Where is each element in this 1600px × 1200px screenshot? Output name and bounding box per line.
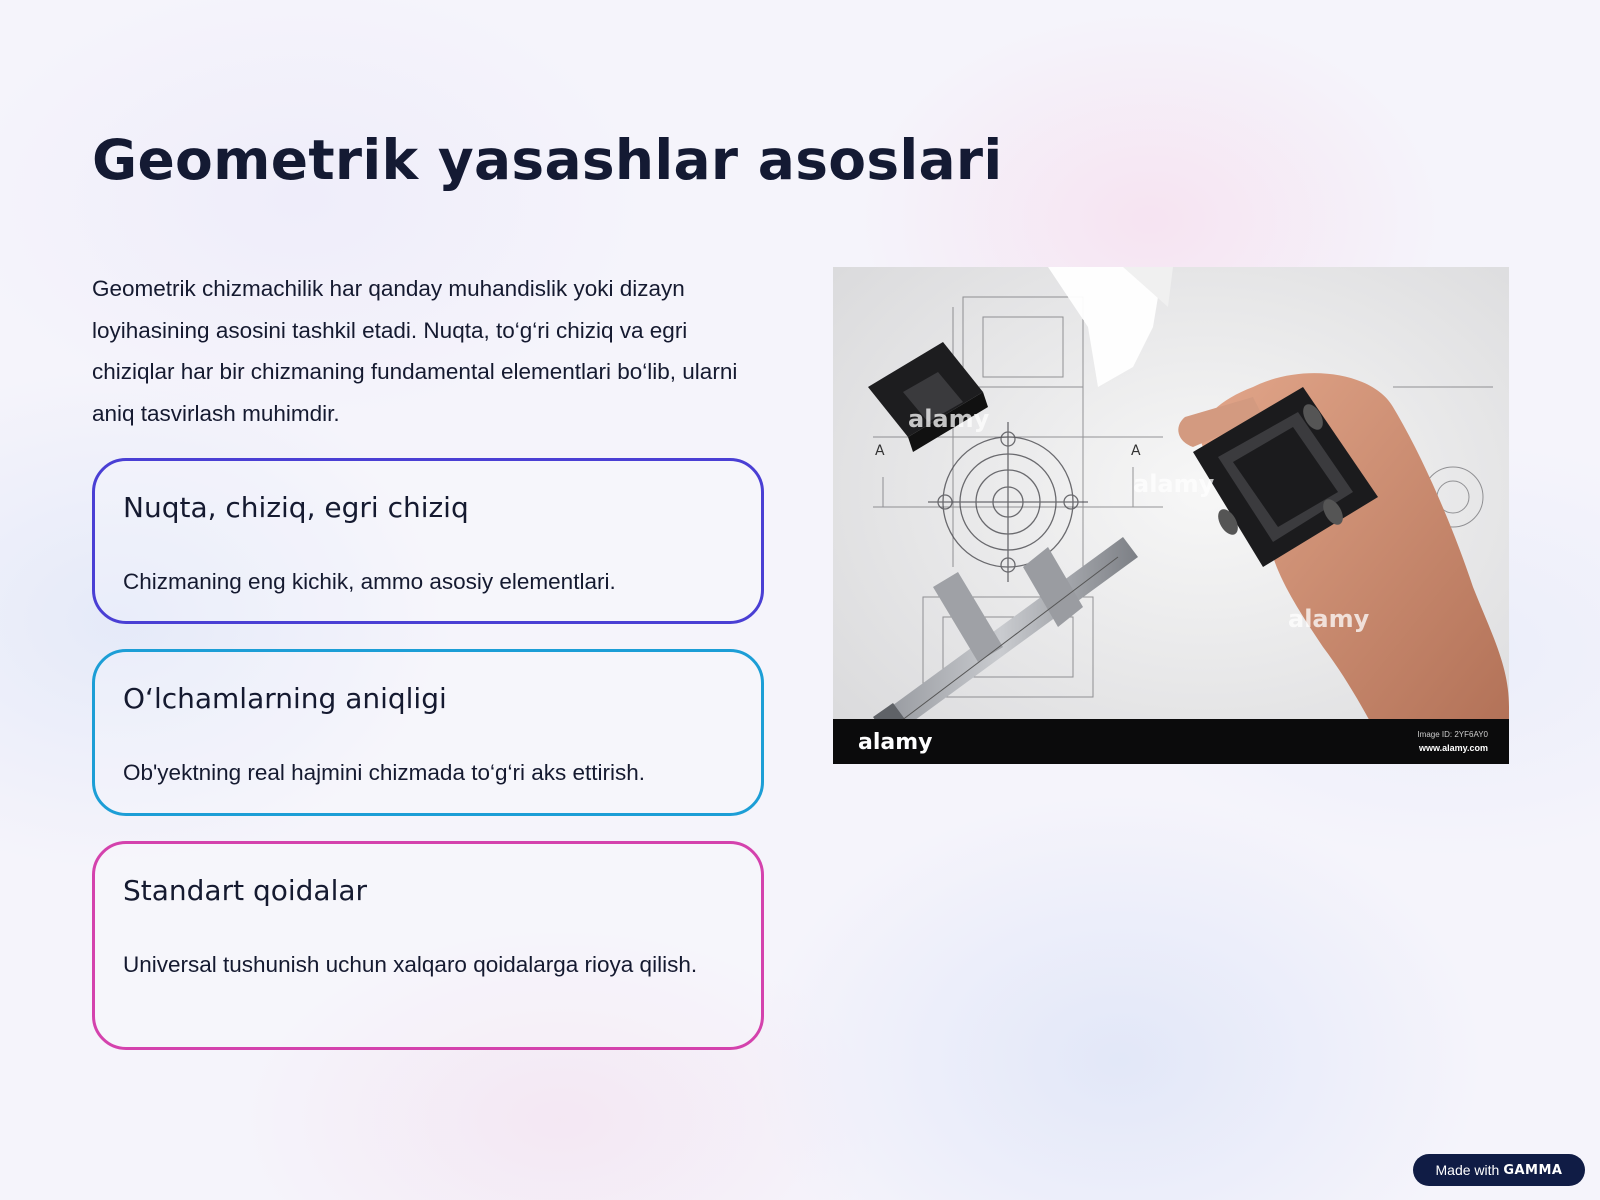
photo-watermark: alamy: [1133, 470, 1215, 498]
svg-text:A: A: [1131, 443, 1141, 459]
card-description: Universal tushunish uchun xalqaro qoidalarga rioya qilish.: [123, 952, 698, 977]
card-title: Standart qoidalar: [123, 874, 368, 907]
image-id: Image ID: 2YF6AY0: [1417, 730, 1488, 739]
card-description: Ob'yektning real hajmini chizmada to‘g‘ri aks ettirish.: [123, 760, 646, 785]
intro-paragraph: Geometrik chizmachilik har qanday muhandislik yoki dizayn loyihasining asosini tashkil etadi. Nuqta, to‘g‘ri chiziq va egri chiziqlar har bir chizmaning fundamental elementlari bo‘lib, ularni aniq tasvirlash muhimdir.: [92, 276, 738, 426]
made-with-gamma-badge[interactable]: [1413, 1154, 1585, 1186]
badge-prefix: Made with: [1435, 1162, 1500, 1178]
photo-watermark: alamy: [1288, 605, 1370, 633]
photo-watermark: alamy: [908, 405, 990, 433]
card-nuqta-chiziq: [92, 458, 764, 624]
alamy-site: www.alamy.com: [1418, 743, 1488, 753]
card-standart-qoidalar: [92, 841, 764, 1050]
card-title: Nuqta, chiziq, egri chiziq: [123, 491, 469, 524]
page-title: Geometrik yasashlar asoslari: [92, 128, 1003, 192]
card-description: Chizmaning eng kichik, ammo asosiy elementlari.: [123, 569, 616, 594]
technical-drawing-photo: [833, 267, 1509, 764]
gamma-logo: GAMMA: [1503, 1162, 1563, 1178]
svg-text:A: A: [875, 443, 885, 459]
card-olchamlar: [92, 649, 764, 816]
alamy-logo: alamy: [858, 730, 933, 755]
card-title: O‘lchamlarning aniqligi: [123, 682, 447, 715]
